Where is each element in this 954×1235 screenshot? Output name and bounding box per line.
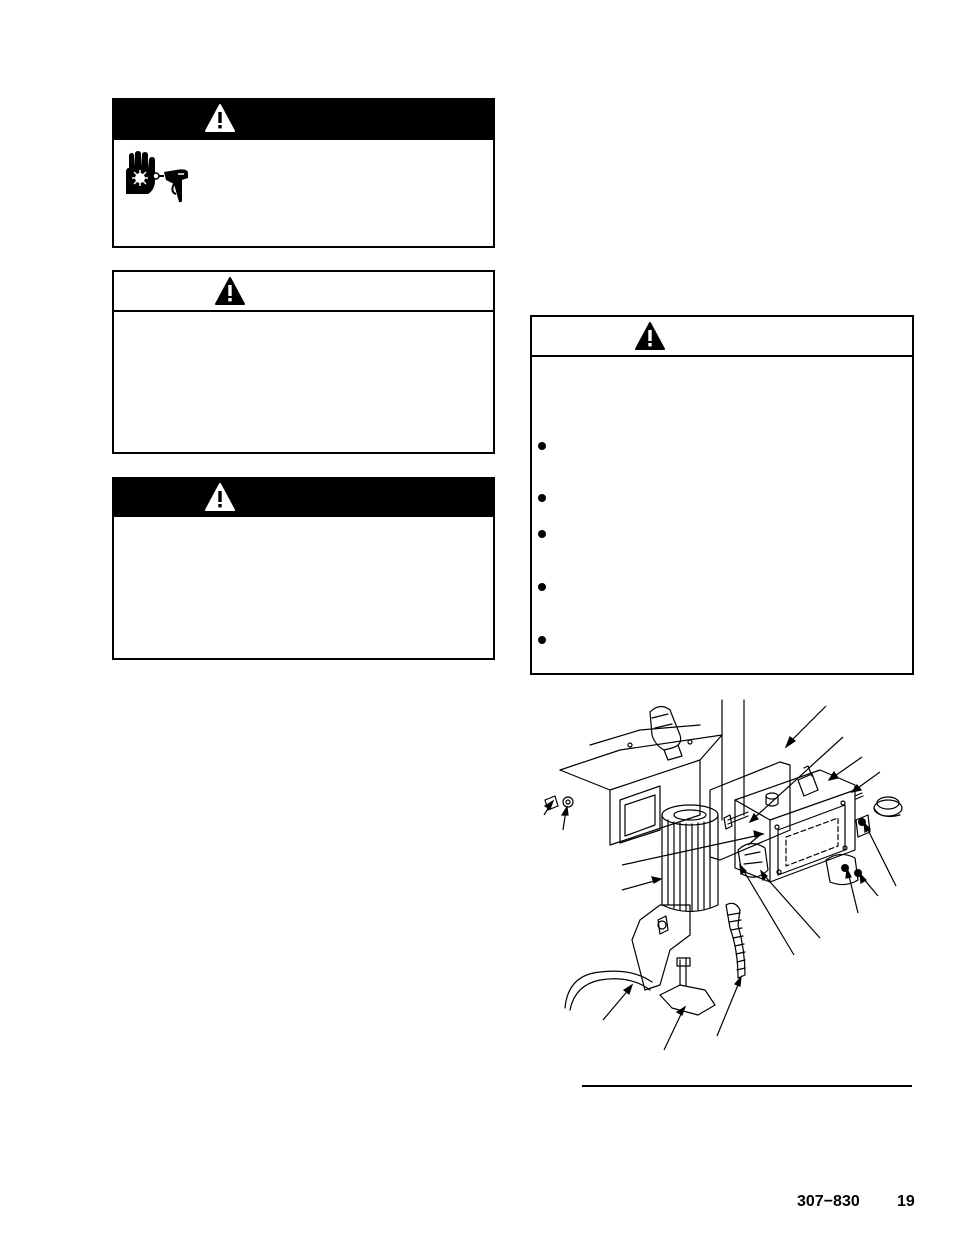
warning-box-1: [112, 98, 495, 248]
bullet-list: [532, 317, 912, 673]
alert-triangle-icon: [204, 482, 236, 512]
warning-header: [114, 479, 493, 517]
horizontal-rule: [582, 1085, 912, 1087]
warning-header: [114, 100, 493, 140]
warning-box-2: [112, 477, 495, 660]
warning-box-3: [530, 315, 914, 675]
paint-sprayer-parts-diagram: [530, 690, 925, 1060]
page-number: 19: [897, 1193, 915, 1210]
caution-box: [112, 270, 495, 454]
bullet-icon: [538, 583, 546, 591]
bullet-icon: [538, 636, 546, 644]
alert-triangle-icon: [214, 276, 246, 306]
document-number: 307−830: [797, 1193, 860, 1210]
bullet-icon: [538, 494, 546, 502]
spray-gun-icon: [152, 162, 192, 204]
bullet-icon: [538, 530, 546, 538]
caution-header: [114, 272, 493, 312]
alert-triangle-icon: [204, 103, 236, 133]
bullet-icon: [538, 442, 546, 450]
